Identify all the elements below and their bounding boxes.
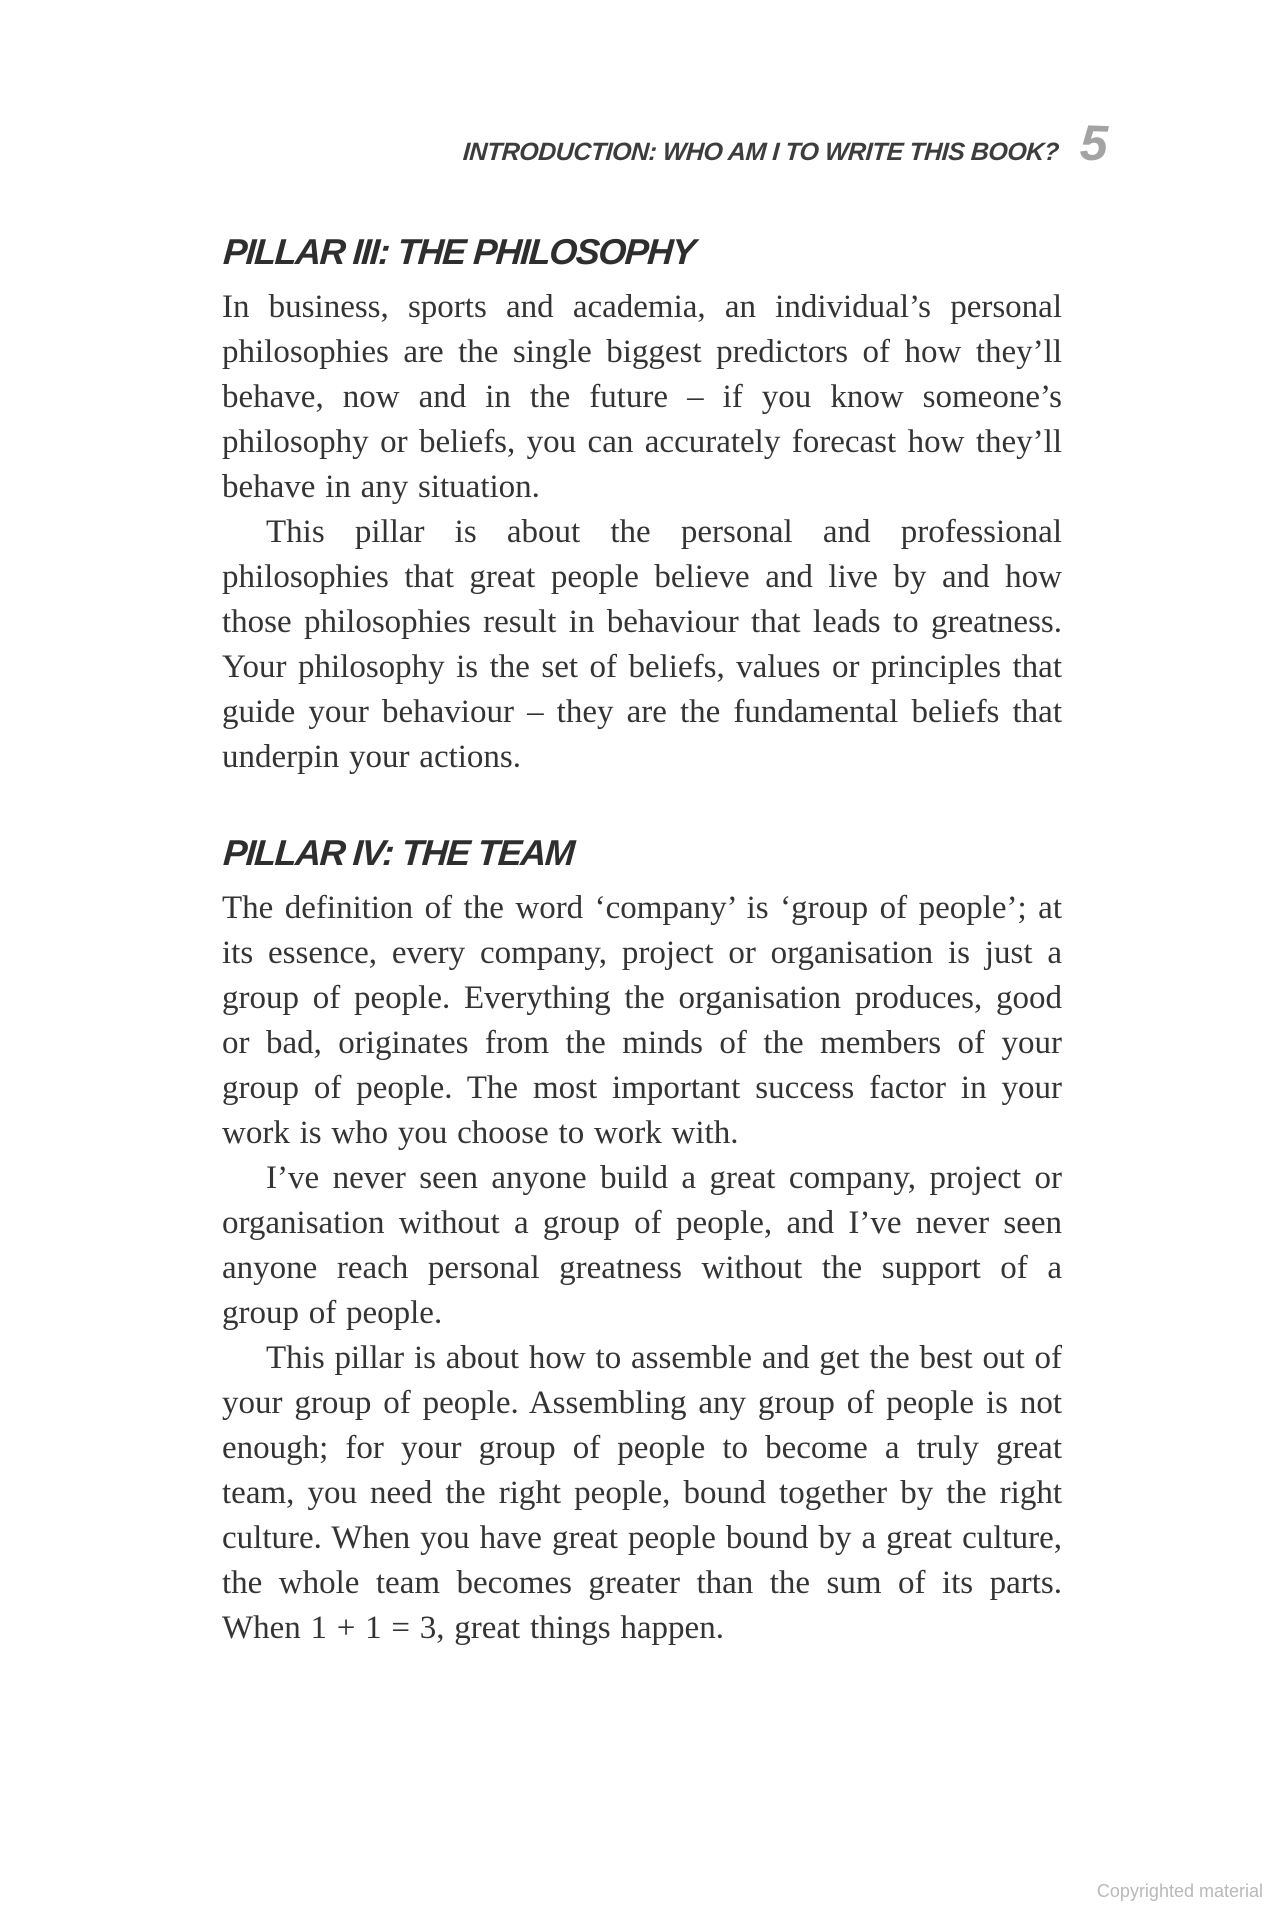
page-number: 5: [1079, 114, 1109, 172]
paragraph: This pillar is about how to assemble and get the best out of your group of people. Assembling any group of people is not enough; for your group of people to become a truly great team, you need the right people, bound together by the right culture. When you have great people bound by a great culture, the whole team becomes greater than the sum of its parts. When 1 + 1 = 3, great things happen.: [222, 1340, 1062, 1646]
running-header-title: INTRODUCTION: WHO AM I TO WRITE THIS BOOK?: [461, 138, 1060, 166]
section-body-pillar-iv: [222, 886, 1062, 1651]
section-heading-pillar-iii: PILLAR III: THE PHILOSOPHY: [222, 231, 696, 272]
copyright-notice: Copyrighted material: [1096, 1881, 1263, 1901]
section-body-pillar-iii: [222, 285, 1062, 780]
paragraph: In business, sports and academia, an individual’s personal philosophies are the single biggest predictors of how they’ll behave, now and in the future – if you know someone’s philosophy or beliefs, you can accurately forecast how they’ll behave in any situation.: [222, 289, 1062, 505]
section-heading-pillar-iv: PILLAR IV: THE TEAM: [222, 832, 576, 873]
paragraph: This pillar is about the personal and professional philosophies that great people believe and live by and how those philosophies result in behaviour that leads to greatness. Your philosophy is the set of beliefs, values or principles that guide your behaviour – they are the fundamental beliefs that underpin your actions.: [222, 514, 1062, 775]
paragraph: I’ve never seen anyone build a great company, project or organisation without a group of people, and I’ve never seen anyone reach personal greatness without the support of a group of people.: [222, 1160, 1062, 1331]
section-pillar-iv: [222, 832, 1062, 1651]
page-content: [222, 231, 1062, 1651]
section-pillar-iii: [222, 231, 1062, 780]
paragraph: The definition of the word ‘company’ is ‘group of people’; at its essence, every company, project or organisation is just a group of people. Everything the organisation produces, good or bad, originates from the minds of the members of your group of people. The most important success factor in your work is who you choose to work with.: [222, 890, 1062, 1151]
running-header: [461, 114, 1109, 172]
